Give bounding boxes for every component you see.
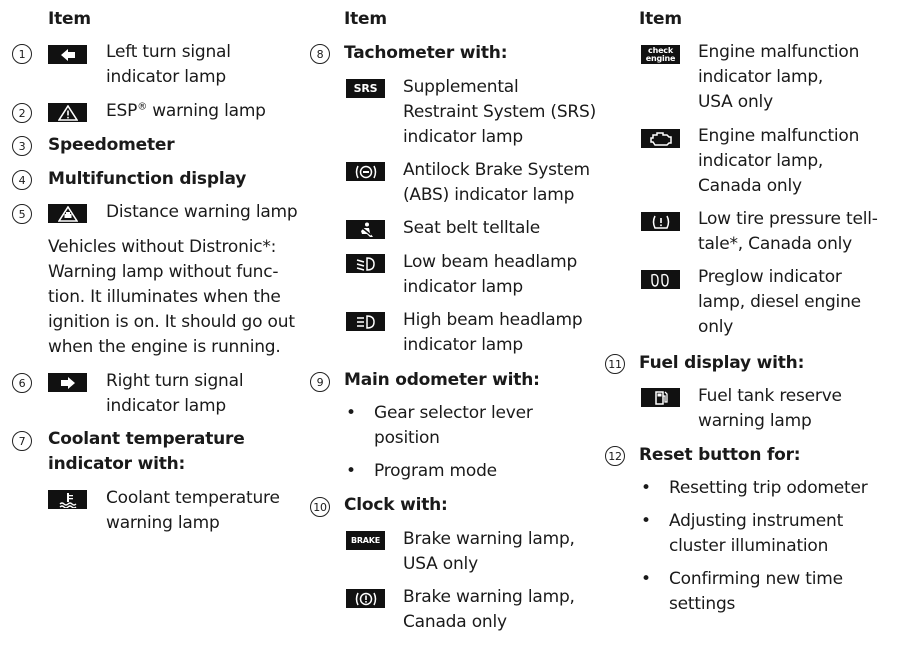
low-beam-label-line-1: Low beam headlamp [403, 252, 578, 272]
item-number: 12 [605, 446, 625, 466]
item-5-note-line-4: ignition is on. It should go out [48, 312, 295, 332]
seat-belt-icon [346, 220, 385, 239]
item-1-label-line-1: Left turn signal [106, 42, 231, 62]
left-arrow-icon [48, 45, 87, 64]
brake-text-icon: BRAKE [346, 531, 385, 550]
low-beam-label-line-2: indicator lamp [403, 277, 523, 297]
item-5-label: Distance warning lamp [106, 202, 298, 222]
preglow-label-line-1: Preglow indicator [698, 267, 842, 287]
tire-pressure-label-line-1: Low tire pressure tell- [698, 209, 878, 229]
fuel-label-line-1: Fuel tank reserve [698, 386, 842, 406]
item-number: 6 [12, 373, 32, 393]
abs-label-line-1: Antilock Brake System [403, 160, 590, 180]
item-number: 5 [12, 204, 32, 224]
item-7-label-line-1: Coolant temperature [48, 429, 245, 449]
item-11-label: Fuel display with: [639, 353, 805, 373]
item-number: 3 [12, 136, 32, 156]
seat-belt-label: Seat belt telltale [403, 218, 541, 238]
item-12-bullet-3-line-1: Confirming new time [669, 569, 843, 589]
column-header: Item [344, 9, 387, 29]
bullet: • [346, 461, 356, 481]
engine-icon [641, 129, 680, 148]
item-12-bullet-1: Resetting trip odometer [669, 478, 868, 498]
abs-label-line-2: (ABS) indicator lamp [403, 185, 575, 205]
item-6-label-line-1: Right turn signal [106, 371, 244, 391]
item-9-label: Main odometer with: [344, 370, 540, 390]
bullet: • [641, 511, 651, 531]
right-arrow-icon [48, 373, 87, 392]
brake-usa-label-line-2: USA only [403, 554, 478, 574]
item-6-label-line-2: indicator lamp [106, 396, 226, 416]
item-7-label-line-2: indicator with: [48, 454, 186, 474]
check-engine-label-line-1: Engine malfunction [698, 42, 860, 62]
distance-warning-icon [48, 204, 87, 223]
fuel-pump-icon [641, 388, 680, 407]
item-8-label: Tachometer with: [344, 43, 508, 63]
srs-label-line-3: indicator lamp [403, 127, 523, 147]
low-beam-icon [346, 254, 385, 273]
high-beam-label-line-1: High beam headlamp [403, 310, 583, 330]
item-12-bullet-2-line-1: Adjusting instrument [669, 511, 844, 531]
engine-label-line-1: Engine malfunction [698, 126, 860, 146]
item-number: 11 [605, 354, 625, 374]
preglow-icon [641, 270, 680, 289]
item-10-label: Clock with: [344, 495, 448, 515]
srs-label-line-2: Restraint System (SRS) [403, 102, 597, 122]
bullet: • [346, 403, 356, 423]
item-number: 9 [310, 372, 330, 392]
item-4-label: Multifunction display [48, 169, 247, 189]
tire-pressure-label-line-2: tale*, Canada only [698, 234, 853, 254]
abs-icon [346, 162, 385, 181]
item-9-bullet-1-line-1: Gear selector lever [374, 403, 533, 423]
srs-icon: SRS [346, 79, 385, 98]
item-12-bullet-3-line-2: settings [669, 594, 736, 614]
srs-label-line-1: Supplemental [403, 77, 519, 97]
item-number: 2 [12, 103, 32, 123]
preglow-label-line-2: lamp, diesel engine [698, 292, 861, 312]
item-5-note-line-5: when the engine is running. [48, 337, 281, 357]
item-3-label: Speedometer [48, 135, 175, 155]
check-engine-icon [641, 45, 680, 64]
item-number: 7 [12, 431, 32, 451]
check-engine-icon-text-1: check [648, 45, 673, 55]
item-9-bullet-1-line-2: position [374, 428, 440, 448]
high-beam-icon [346, 312, 385, 331]
bullet: • [641, 569, 651, 589]
high-beam-label-line-2: indicator lamp [403, 335, 523, 355]
item-number: 4 [12, 170, 32, 190]
tire-pressure-icon [641, 212, 680, 231]
engine-label-line-2: indicator lamp, [698, 151, 824, 171]
brake-canada-label-line-1: Brake warning lamp, [403, 587, 575, 607]
item-5-note-line-3: tion. It illuminates when the [48, 287, 281, 307]
item-12-label: Reset button for: [639, 445, 801, 465]
warning-triangle-icon [48, 103, 87, 122]
bullet: • [641, 478, 651, 498]
check-engine-label-line-2: indicator lamp, [698, 67, 824, 87]
coolant-temperature-icon [48, 490, 87, 509]
item-number: 1 [12, 44, 32, 64]
check-engine-label-line-3: USA only [698, 92, 773, 112]
preglow-label-line-3: only [698, 317, 734, 337]
check-engine-icon-text-2: engine [645, 53, 676, 63]
column-header: Item [48, 9, 91, 29]
engine-label-line-3: Canada only [698, 176, 802, 196]
item-12-bullet-2-line-2: cluster illumination [669, 536, 829, 556]
item-2-label: ESP® warning lamp [106, 101, 266, 121]
item-1-label-line-2: indicator lamp [106, 67, 226, 87]
brake-circle-icon [346, 589, 385, 608]
item-5-note-line-1: Vehicles without Distronic*: [48, 237, 277, 257]
item-number: 8 [310, 44, 330, 64]
fuel-label-line-2: warning lamp [698, 411, 812, 431]
item-7-sub-label-line-2: warning lamp [106, 513, 220, 533]
item-5-note-line-2: Warning lamp without func- [48, 262, 279, 282]
item-9-bullet-2: Program mode [374, 461, 497, 481]
brake-canada-label-line-2: Canada only [403, 612, 507, 632]
item-number: 10 [310, 497, 330, 517]
brake-usa-label-line-1: Brake warning lamp, [403, 529, 575, 549]
column-header: Item [639, 9, 682, 29]
item-7-sub-label-line-1: Coolant temperature [106, 488, 280, 508]
